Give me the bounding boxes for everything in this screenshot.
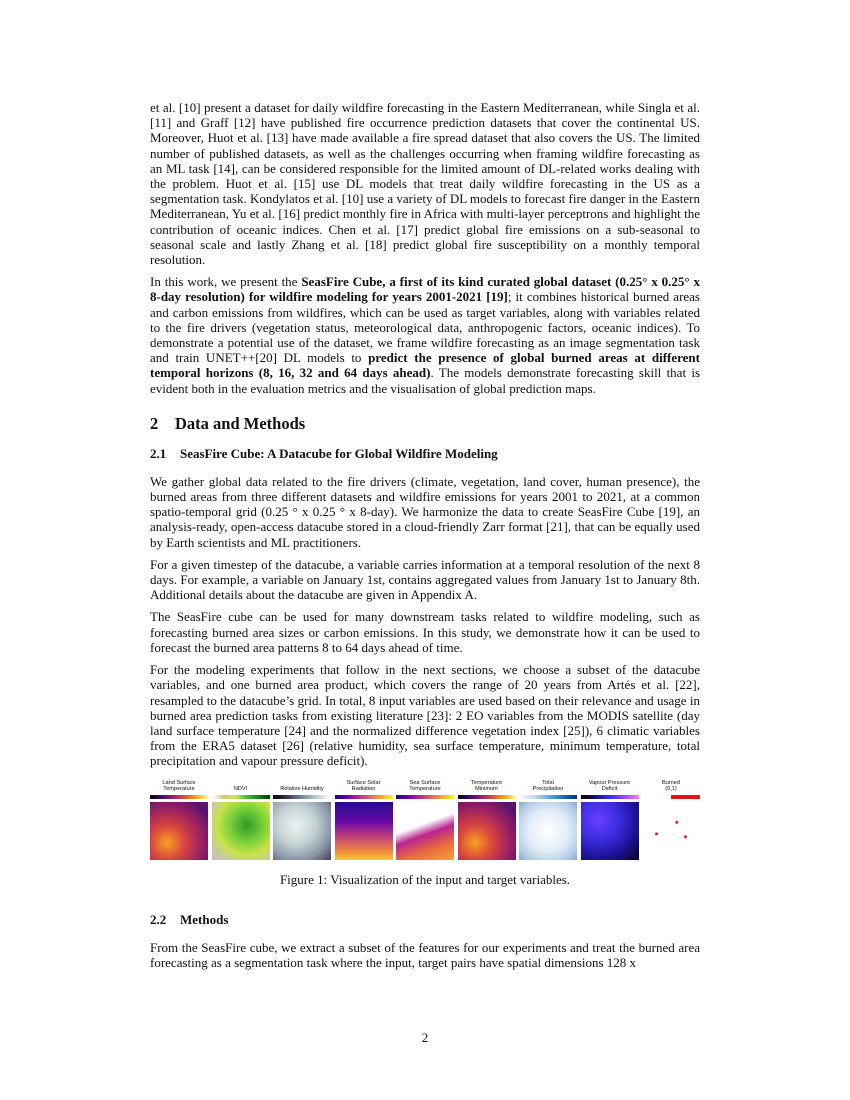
contribution-bold-d: predict the presence of global burned areas at different temporal horizons (8, 16, 32 and 64 days ahead) xyxy=(150,350,700,381)
panel-colorbar xyxy=(458,795,516,799)
subsection-title: Methods xyxy=(180,911,229,927)
paragraph-related-work: et al. [10] present a dataset for daily wildfire forecasting in the Eastern Mediterranean, while Singla et al. [11] and Graff [12] have published fire occurrence prediction datasets that cover the continental US. Moreover, Huot et al. [13] have made available a fire spread dataset that also covers the US. The limited number of published datasets, as well as the challenges occurring when framing wildfire forecasting as an ML task [14], can be considered responsible for the limited amount of DL-related works dealing with the problem. Huot et al. [15] use DL models that treat daily wildfire forecasting in the US as a segmentation task. Kondylatos et al. [10] use a variety of DL models to forecast fire danger in the Eastern Mediterranean, Yu et al. [16] predict monthly fire in Africa with multi-layer perceptrons and highlight the contribution of oceanic indices. Chen et al. [17] predict global fire emissions on a sub-seasonal to seasonal scale and lastly Zhang et al. [18] predict global fire susceptibility on a monthly temporal resolution. xyxy=(150,100,700,268)
figure-caption: Figure 1: Visualization of the input and target variables. xyxy=(279,871,571,887)
panel-map-image xyxy=(396,802,454,860)
page-number: 2 xyxy=(421,1030,429,1045)
contribution-text-c: ; it combines historical burned areas and carbon emissions from wildfires, which can be used as target variables, along with variables related to the fire drivers (vegetation status, meteorological data, anthropogenic factors, oceanic indices). To demonstrate a potential use of the dataset, we frame wildfire forecasting as an image segmentation task and train UNET++[20] DL models to xyxy=(150,289,700,366)
panel-label: Burned (0,1) xyxy=(661,779,681,793)
panel-colorbar xyxy=(212,795,270,799)
paragraph-datacube-intro: We gather global data related to the fire drivers (climate, vegetation, land cover, human presence), the burned areas from three different datasets and wildfire emissions for years 2001 to 2021, at a common spatio-temporal grid (0.25 ° x 0.25 ° x 8-day). We harmonize the data to create SeasFire Cube [19], an analysis-ready, open-access datacube stored in a cloud-friendly Zarr format [21], that can be equally used by Earth scientists and ML practitioners. xyxy=(150,473,700,550)
figure-1 xyxy=(150,779,700,888)
contribution-text-e: . The models demonstrate forecasting skill that is evident both in the evaluation metrics and the visualisation of global prediction maps. xyxy=(150,365,700,396)
panel-colorbar xyxy=(335,795,393,799)
section-heading-data-methods xyxy=(150,414,700,434)
paragraph-methods: From the SeasFire cube, we extract a subset of the features for our experiments and treat the burned area forecasting as a segmentation task where the input, target pairs have spatial dimensions 128 x xyxy=(150,939,700,970)
figure-panel xyxy=(396,779,454,860)
panel-colorbar xyxy=(642,795,700,799)
figure-panel xyxy=(212,779,270,860)
paragraph-downstream: The SeasFire cube can be used for many downstream tasks related to wildfire modeling, such as forecasting burned area sizes or carbon emissions. In this study, we demonstrate how it can be used to forecast the burned area patterns 8 to 64 days ahead of time. xyxy=(150,609,700,655)
panel-label: Vapour Pressure Deficit xyxy=(588,779,631,793)
panel-label: Sea Surface Temperature xyxy=(409,779,441,793)
subsection-number: 2.2 xyxy=(150,911,167,927)
panel-colorbar xyxy=(150,795,208,799)
figure-panel xyxy=(150,779,208,860)
panel-map-image xyxy=(335,802,393,860)
section-number: 2 xyxy=(150,413,159,433)
panel-label: NDVI xyxy=(233,786,248,793)
figure-panels xyxy=(150,779,700,860)
panel-map-image xyxy=(212,802,270,860)
subsection-title: SeasFire Cube: A Datacube for Global Wildfire Modeling xyxy=(180,445,498,461)
figure-panel xyxy=(519,779,577,860)
panel-label: Relative Humidity xyxy=(280,786,324,793)
panel-label: Land Surface Temperature xyxy=(162,779,196,793)
contribution-text-a: In this work, we present the xyxy=(150,274,302,290)
figure-panel xyxy=(581,779,639,860)
figure-panel xyxy=(642,779,700,860)
panel-label: Total Precipitation xyxy=(532,779,564,793)
figure-panel xyxy=(458,779,516,860)
panel-map-image xyxy=(519,802,577,860)
panel-label: Surface Solar Radiation xyxy=(346,779,381,793)
panel-map-image xyxy=(642,802,700,860)
figure-panel xyxy=(273,779,331,860)
paragraph-timestep: For a given timestep of the datacube, a variable carries information at a temporal resolution of the next 8 days. For example, a variable on January 1st, contains aggregated values from January 1st to January 8th. Additional details about the datacube are given in Appendix A. xyxy=(150,556,700,603)
panel-label: Temperature Minimum xyxy=(470,779,503,793)
contribution-bold-b: SeasFire Cube, a first of its kind curated global dataset (0.25° x 0.25° x 8-day resolution) for wildfire modeling for years 2001-2021 [19] xyxy=(150,274,700,305)
subsection-heading-methods xyxy=(150,912,700,928)
panel-colorbar xyxy=(581,795,639,799)
panel-map-image xyxy=(150,802,208,860)
paragraph-contribution xyxy=(150,274,700,396)
panel-colorbar xyxy=(519,795,577,799)
panel-colorbar xyxy=(273,795,331,799)
panel-map-image xyxy=(458,802,516,860)
subsection-heading-datacube xyxy=(150,446,700,462)
panel-map-image xyxy=(581,802,639,860)
panel-colorbar xyxy=(396,795,454,799)
page-body xyxy=(150,100,700,977)
subsection-number: 2.1 xyxy=(150,445,167,461)
panel-map-image xyxy=(273,802,331,860)
section-title: Data and Methods xyxy=(175,413,306,433)
paragraph-variables: For the modeling experiments that follow in the next sections, we choose a subset of the datacube variables, and one burned area product, which covers the range of 20 years from Artés et al. [22], resampled to the datacube’s grid. In total, 8 input variables are used based on their relevance and usage in burned area prediction tasks from existing literature [23]: 2 EO variables from the MODIS satellite (day land surface temperature [24] and the normalized difference vegetation index [25]), 6 climatic variables from the ERA5 dataset [26] (relative humidity, sea surface temperature, minimum temperature, total precipitation and vapour pressure deficit). xyxy=(150,662,700,769)
figure-panel xyxy=(335,779,393,860)
